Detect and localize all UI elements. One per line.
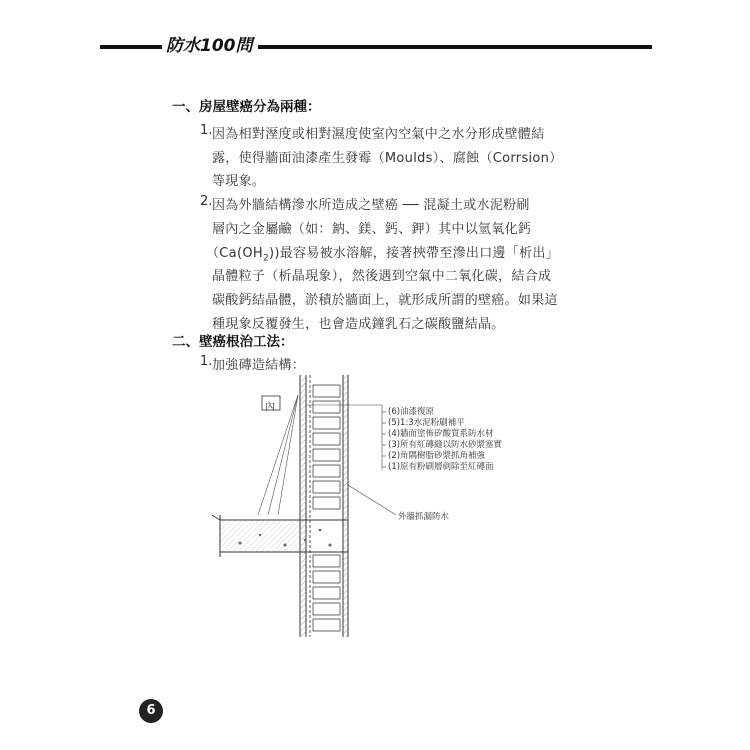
layer-2-label: (2)角隅樹脂砂漿抓角補強 [388, 451, 486, 461]
header-rule-right [258, 45, 652, 49]
section2-heading: 二、壁癌根治工法： [172, 334, 294, 350]
item2-line6: 種現象反覆發生，也會造成鐘乳石之碳酸鹽結晶。 [212, 317, 505, 332]
inside-label: 內 [265, 402, 275, 413]
item1-line1: 因為相對溼度或相對濕度使室內空氣中之水分形成壁體結 [212, 127, 545, 142]
section2-item1-text: 加強磚造結構： [212, 358, 306, 373]
header-rule-left [100, 45, 162, 49]
section2-item1-number: 1. [200, 354, 213, 369]
exterior-label: 外牆抓漏防水 [398, 512, 450, 522]
item1-number: 1. [200, 123, 213, 138]
layer-3-label: (3)所有紅磚縫以防水砂漿塞實 [388, 440, 503, 450]
wall-section-drawing [200, 375, 540, 637]
item2-line2: 層內之金屬鹼（如：鈉、鎂、鈣、鉀）其中以氫氧化鈣 [212, 222, 532, 237]
book-title: 防水100問 [166, 36, 253, 56]
section1-heading: 一、房屋壁癌分為兩種： [172, 99, 321, 115]
item1-line3: 等現象。 [212, 174, 266, 189]
layer-6-label: (6)油漆復原 [388, 407, 435, 417]
layer-4-label: (4)牆面塗佈矽酸質系防水材 [388, 429, 494, 439]
item2-line3: $(Ca(OH_2))$最容易被水溶解，接著挾帶至滲出口邊「析出」 [206, 246, 560, 264]
item2-line1: 因為外牆結構滲水所造成之壁癌 ── 混凝土或水泥粉刷 [212, 198, 530, 213]
item2-number: 2. [200, 194, 213, 209]
layer-1-label: (1)原有粉刷層剷除至紅磚面 [388, 462, 494, 472]
item2-line5: 碳酸鈣結晶體，淤積於牆面上，就形成所謂的壁癌。如果這 [212, 293, 558, 308]
item2-line4: 晶體粒子（析晶現象），然後遇到空氣中二氧化碳，結合成 [212, 269, 552, 284]
layer-5-label: (5)1:3水泥粉刷補平 [388, 418, 465, 428]
brick-wall-diagram [200, 375, 540, 637]
page-number-badge: 6 [139, 699, 163, 723]
item1-line2: 露，使得牆面油漆產生發霉（Moulds）、腐蝕（Corrsion） [212, 151, 563, 166]
